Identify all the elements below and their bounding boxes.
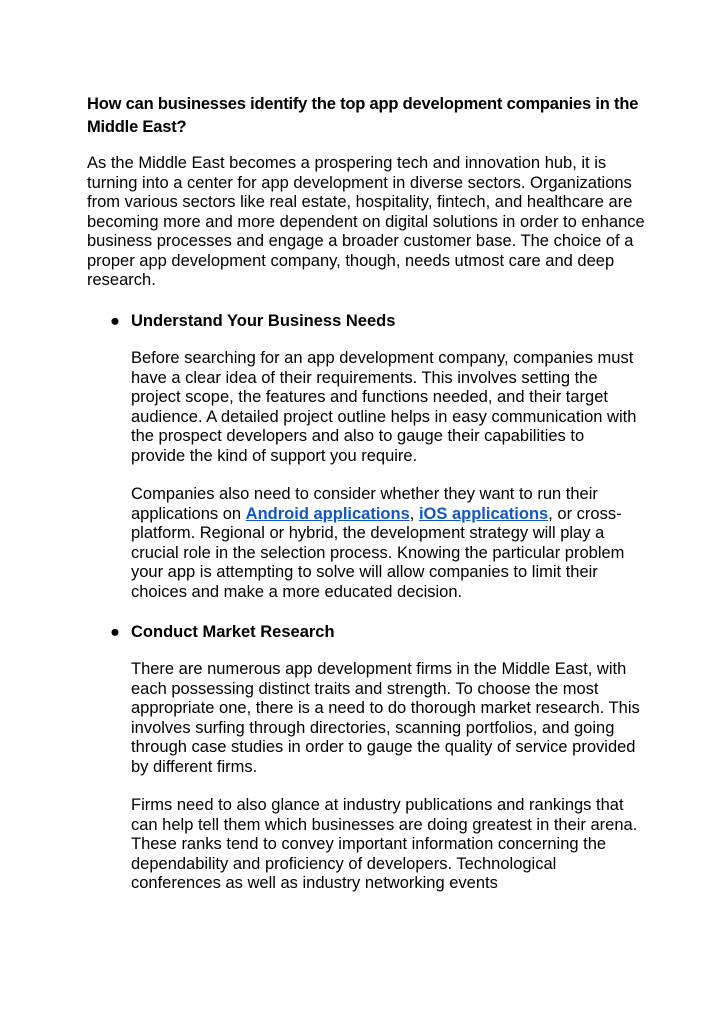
android-applications-link[interactable]: Android applications [245, 504, 410, 523]
section-heading-market-research [110, 622, 650, 642]
intro-paragraph: As the Middle East becomes a prospering tech and innovation hub, it is turning into a center for app development in diverse sectors. Organizations from various sectors like real estate, hospitality, fintech, and healthcare are becoming more and more dependent on digital solutions in order to enhance business processes and engage a broader customer base. The choice of a proper app development company, though, needs utmost care and deep research. [87, 154, 645, 289]
section-heading-text: Understand Your Business Needs [131, 312, 396, 330]
section-heading-business-needs [110, 311, 650, 331]
paragraph-text: , or cross-platform. Regional or hybrid, the development strategy will play a crucial role in the selection process. Knowing the particular problem your app is attempting to solve will allow companies to limit their choices and make a more educated decision. [131, 504, 625, 601]
document-title: How can businesses identify the top app development companies in the Middle East? [87, 95, 639, 136]
ios-applications-link[interactable]: iOS applications [418, 504, 549, 523]
bullet-icon: ● [110, 312, 120, 330]
market-research-paragraph-1: There are numerous app development firms in the Middle East, with each possessing distinct traits and strength. To choose the most appropriate one, there is a need to do thorough market research. This involves surfing through directories, scanning portfolios, and going through case studies in order to gauge the quality of service provided by different firms. [131, 660, 640, 776]
section-heading-text: Conduct Market Research [131, 623, 335, 641]
paragraph-text: , [409, 504, 419, 523]
paragraph-text: Companies also need to consider whether they want to run their applications on [131, 485, 598, 523]
bullet-icon: ● [110, 623, 120, 641]
market-research-paragraph-2: Firms need to also glance at industry publications and rankings that can help tell them which businesses are doing greatest in their arena. These ranks tend to convey important information concerning the dependability and proficiency of developers. Technological conferences as well as industry networking events [131, 796, 638, 892]
business-needs-paragraph-1: Before searching for an app development company, companies must have a clear idea of their requirements. This involves setting the project scope, the features and functions needed, and their target audience. A detailed project outline helps in easy communication with the prospect developers and also to gauge their capabilities to provide the kind of support you require. [131, 349, 637, 465]
business-needs-paragraph-2 [131, 485, 641, 602]
